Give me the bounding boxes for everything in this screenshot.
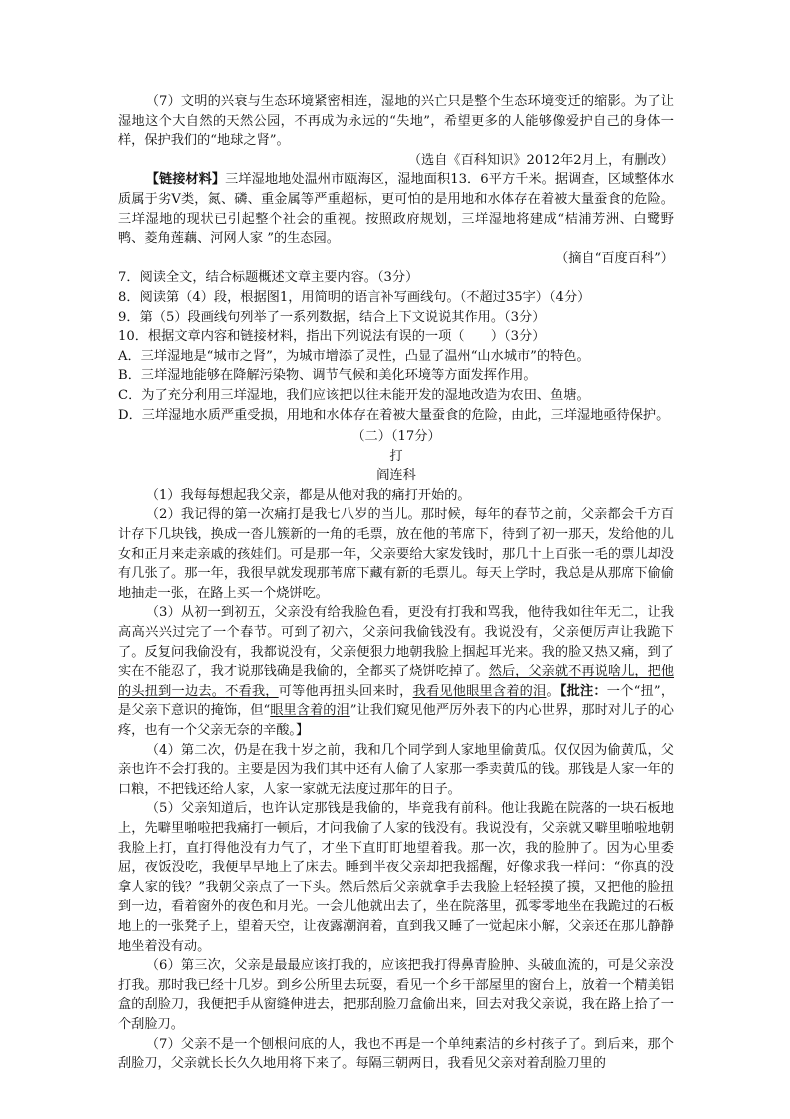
link-material-text: 三垟湿地地处温州市瓯海区，湿地面积13．6平方千米。据调查，区域整体水质属于劣Ⅴ类，氮、磷、重金属等严重超标，更可怕的是用地和水体存在着被大量蚕食的危险。 三垟湿地的现状已引起整个社会的重视。按照政府规划，三垟湿地将建成“桔浦芳洲、白鹭野鸭、菱角莲藕、河网人家 ”的生态园。 — [118, 172, 675, 247]
story-paragraph-1: （1）我每每想起我父亲，都是从他对我的痛打开始的。 — [145, 487, 471, 503]
link-material-label: 【链接材料】 — [145, 172, 226, 188]
article-source: （选自《百科知识》2012年2月上，有删改） — [407, 152, 674, 168]
question-10: 10．根据文章内容和链接材料，指出下列说法有误的一项（ ）（3分） — [118, 329, 546, 345]
option-a: A．三垟湿地是“城市之肾”，为城市增添了灵性，凸显了温州“山水城市”的特色。 — [118, 348, 590, 364]
section-heading: （二）（17分） — [351, 429, 441, 445]
p3-text-end: 。 — [546, 683, 560, 699]
article-paragraph-7: （7）文明的兴衰与生态环境紧密相连，湿地的兴亡只是整个生态环境变迁的缩影。为了让湿地这个大自然的天然公园，不再成为永远的“失地”，希望更多的人能够像爱护自己的身体一样，保护我们的“地球之肾”。 — [118, 94, 674, 149]
question-7: 7．阅读全文，结合标题概述文章主要内容。（3分） — [118, 270, 419, 286]
story-paragraph-3 — [118, 603, 674, 740]
story-paragraph-7: （7）父亲不是一个刨根问底的人，我也不再是一个单纯素洁的乡村孩子了。到后来，那个刮脸刀，父亲就长长久久地用将下来了。每隔三朝两日，我看见父亲对着刮脸刀里的 — [118, 1036, 674, 1072]
underlined-sentence-1: 然后，父亲就不再说啥儿，把他的头扭到一边去。 — [118, 664, 675, 699]
option-b: B．三垟湿地能够在降解污染物、调节气候和美化环境等方面发挥作用。 — [118, 368, 537, 384]
underlined-sentence-2: 不看我， — [225, 683, 279, 699]
annotation-underlined: 眼里含着的泪 — [270, 703, 350, 719]
document-page — [118, 92, 674, 1074]
annotation-text-b: ”让我们窥见他严厉外表下的内心世界，那时对儿子的心疼，也有一个父亲无奈的辛酸。】 — [118, 703, 674, 738]
story-paragraph-6: （6）第三次，父亲是最最应该打我的，应该把我打得鼻青脸肿、头破血流的，可是父亲没打我。那时我已经十几岁。到乡公所里去玩耍，看见一个乡干部屋里的窗台上，放着一个精美铝盒的刮脸刀，我便把手从窗缝伸进去，把那刮脸刀盒偷出来，回去对我父亲说，我在路上拾了一个刮脸刀。 — [118, 958, 674, 1032]
annotation-text-a: 一个“扭”，是父亲下意识的掩饰，但“ — [118, 683, 675, 719]
story-paragraph-2: （2）我记得的第一次痛打是我七八岁的当儿。那时候，每年的春节之前，父亲都会千方百计存下几块钱，换成一沓儿簇新的一角的毛票，放在他的苇席下，待到了初一那天，发给他的儿女和正月来走亲戚的孩娃们。可是那一年，父亲要给大家发钱时，那几十上百张一毛的票儿却没有几张了。那一年，我很早就发现那苇席下藏有新的毛票儿。每天上学时，我总是从那席下偷偷地抽走一张，在路上买一个烧饼吃。 — [118, 507, 674, 601]
story-author: 阎连科 — [376, 468, 416, 484]
p3-text: （3）从初一到初五，父亲没有给我脸色看，更没有打我和骂我，他待我如往年无二，让我高高兴兴过完了一个春节。可到了初六，父亲问我偷钱没有。我说没有，父亲便厉声让我跪下了。反复问我偷没有，我都说没有，父亲便狠力地朝我脸上掴起耳光来。我的脸又热又痛，到了实在不能忍了，我才说那钱确是我偷的，全都买了烧饼吃掉了。 — [118, 605, 674, 680]
story-title: 打 — [389, 448, 403, 464]
story-paragraph-4: （4）第二次，仍是在我十岁之前，我和几个同学到人家地里偷黄瓜。仅仅因为偷黄瓜，父亲也许不会打我的。主要是因为我们其中还有人偷了人家那一季卖黄瓜的钱。那钱是人家一年的口粮，不把钱还给人家，人家一家就无法度过那年的日子。 — [118, 742, 674, 797]
annotation-label: 【批注： — [559, 683, 607, 699]
link-material — [118, 170, 674, 248]
question-9: 9．第（5）段画线句列举了一系列数据，结合上下文说说其作用。（3分） — [118, 309, 546, 325]
question-8: 8．阅读第（4）段，根据图1，用简明的语言补写画线句。（不超过35字）（4分） — [118, 289, 591, 305]
link-source: （摘自“百度百科”） — [555, 250, 674, 266]
underlined-sentence-3: 我看见他眼里含着的泪 — [412, 683, 547, 699]
option-d: D．三垟湿地水质严重受损，用地和水体存在着被大量蚕食的危险，由此，三垟湿地亟待保护。 — [118, 407, 670, 423]
p3-text-mid: 可等他再扭头回来时， — [278, 683, 413, 699]
story-paragraph-5: （5）父亲知道后，也许认定那钱是我偷的，毕竟我有前科。他让我跪在院落的一块石板地上，先噼里啪啦把我痛打一顿后，才问我偷了人家的钱没有。我说没有，父亲就又噼里啪啦地朝我脸上打，直打得他没有力气了，才坐下直盯盯地望着我。那一次，我的脸肿了。因为心里委屈，夜饭没吃，我便早早地上了床去。睡到半夜父亲却把我摇醒，好像求我一样问：“你真的没拿人家的钱？”我朝父亲点了一下头。然后然后父亲就拿手去我脸上轻轻摸了摸，又把他的脸扭到一边，看着窗外的夜色和月光。一会儿他就出去了，坐在院落里，孤零零地坐在我跪过的石板地上的一张凳子上，望着天空，让夜露潮润着，直到我又睡了一觉起床小解，父亲还在那儿静静地坐着没有动。 — [118, 801, 674, 954]
option-c: C．为了充分利用三垟湿地，我们应该把以往未能开发的湿地改造为农田、鱼塘。 — [118, 387, 590, 403]
